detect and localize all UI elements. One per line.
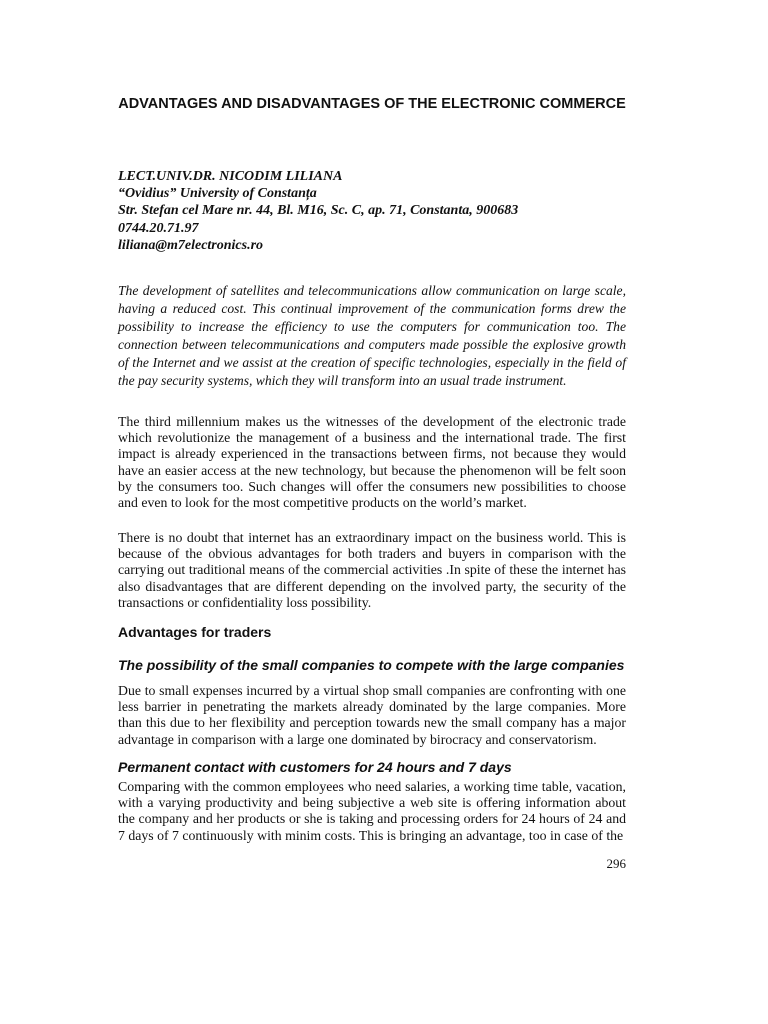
section-heading: Advantages for traders (118, 624, 272, 640)
author-phone: 0744.20.71.97 (118, 220, 199, 236)
subsection-paragraph: Due to small expenses incurred by a virtual shop small companies are confronting with one less barrier in penetrating the markets already dominated by the large companies. More than this due to her flexibility and perception towards new the small company has a major advantage in comparison with a large one dominated by birocracy and conservatorism. (118, 683, 626, 747)
author-email: liliana@m7electronics.ro (118, 237, 264, 253)
author-name: LECT.UNIV.DR. NICODIM LILIANA (118, 169, 343, 184)
author-block (118, 168, 638, 254)
author-affiliation: “Ovidius” University of Constanța (118, 186, 317, 202)
body-paragraph: The third millennium makes us the witnesses of the development of the electronic trade which revolutionize the management of a business and the international trade. The first impact is already experienced in the transactions between firms, not because they would have an easier access at the new technology, but because the phenomenon will be felt soon by the consumers too. Such changes will offer the consumers new possibilities to choose and even to look for the most competitive products on the world’s market. (118, 414, 626, 511)
author-address: Str. Stefan cel Mare nr. 44, Bl. M16, Sc. C, ap. 71, Constanta, 900683 (118, 203, 519, 219)
subsection-heading: The possibility of the small companies to compete with the large companies (118, 657, 625, 673)
abstract: The development of satellites and telecommunications allow communication on large scale, having a reduced cost. This continual improvement of the communication forms drew the possibility to increase the efficiency to use the computers for communication too. The connection between telecommunications and computers made possible the explosive growth of the Internet and we assist at the creation of specific technologies, especially in the field of the pay security systems, which they will transform into an usual trade instrument. (118, 283, 626, 388)
paper-title: ADVANTAGES AND DISADVANTAGES OF THE ELECTRONIC COMMERCE (118, 96, 626, 112)
body-paragraph: There is no doubt that internet has an extraordinary impact on the business world. This is because of the obvious advantages for both traders and buyers in comparison with the carrying out traditional means of the commercial activities .In spite of these the internet has also disadvantages that are different depending on the involved party, the security of the transactions or confidentiality loss possibility. (118, 530, 626, 610)
page-number: 296 (606, 856, 626, 871)
subsection-paragraph: Comparing with the common employees who need salaries, a working time table, vacation, with a varying productivity and being subjective a web site is offering information about the company and her products or she is taking and processing orders for 24 hours of 24 and 7 days of 7 continuously with minim costs. This is bringing an advantage, too in case of the (118, 779, 626, 843)
subsection-heading: Permanent contact with customers for 24 hours and 7 days (118, 759, 512, 775)
